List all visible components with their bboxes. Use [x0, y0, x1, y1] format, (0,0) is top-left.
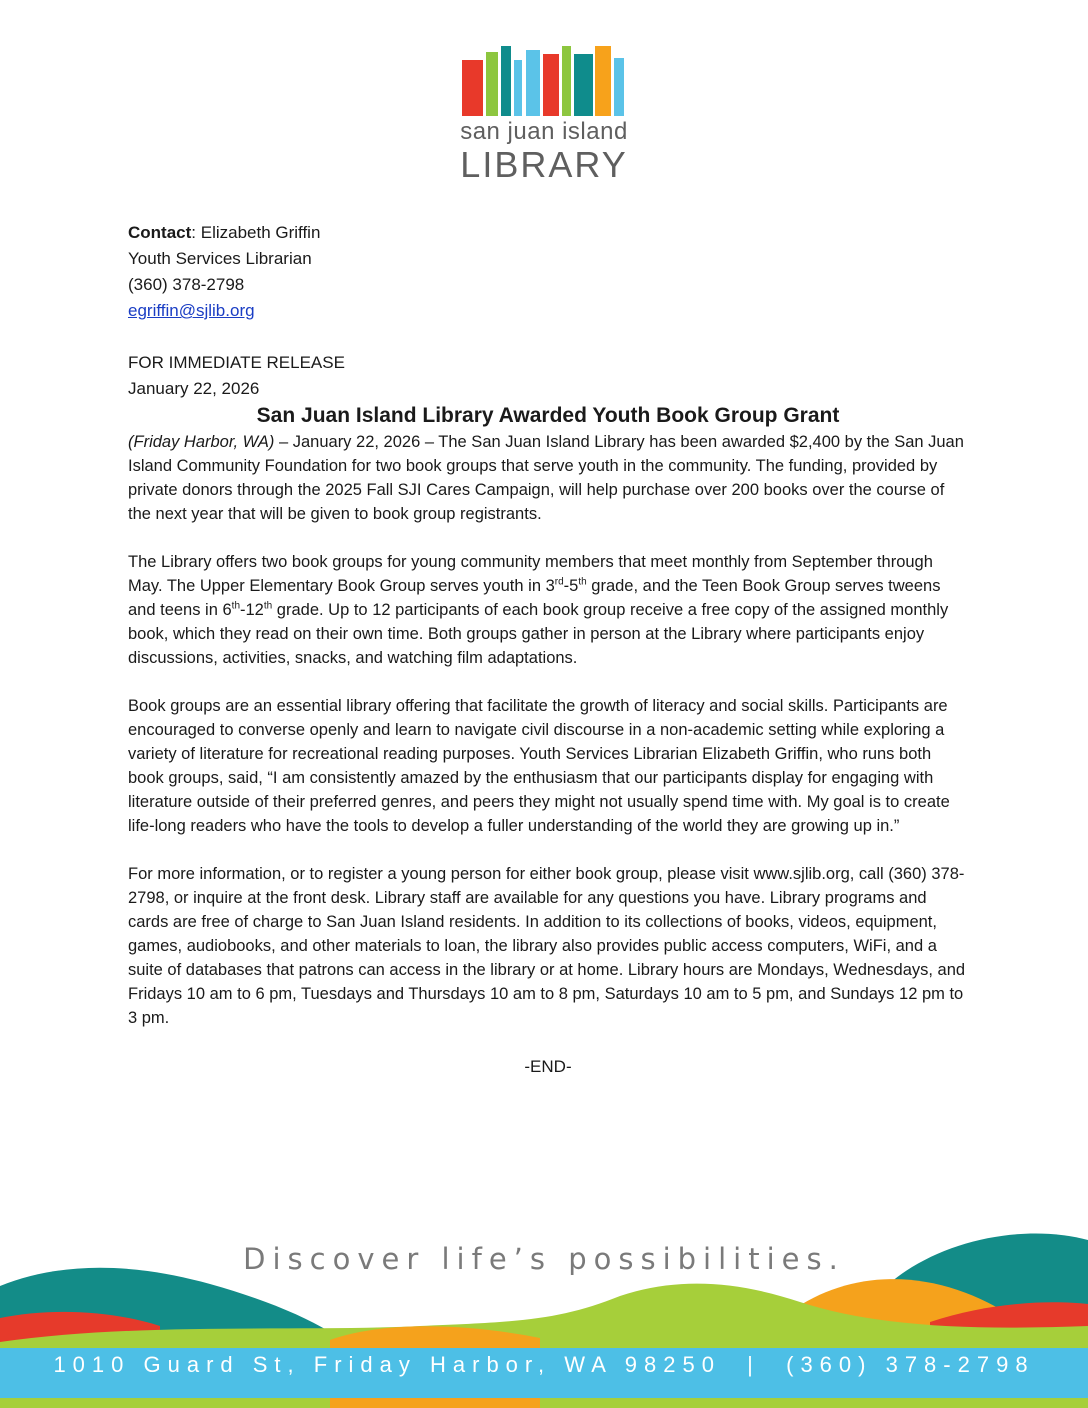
- release-date: January 22, 2026: [128, 379, 260, 398]
- paragraph-1: [128, 430, 968, 526]
- end-marker: -END-: [524, 1057, 572, 1076]
- superscript: rd: [554, 576, 564, 588]
- spine-6: [543, 54, 559, 116]
- paragraph-2: [128, 550, 968, 670]
- contact-title: Youth Services Librarian: [128, 249, 312, 268]
- logo-text-top: san juan island: [460, 118, 628, 145]
- spine-8: [574, 54, 593, 116]
- superscript: th: [231, 600, 241, 612]
- paragraph-4: For more information, or to register a young person for either book group, please visit www.sjlib.org, call (360) 378-2798, or inquire at the front desk. Library staff are available for any questions you have. Library programs and cards are free of charge to San Juan Island residents. In addition to its collections of books, videos, equipment, games, audiobooks, and other materials to loan, the library also provides public access computers, WiFi, and a suite of databases that patrons can access in the library or at home. Library hours are Mondays, Wednesdays, and Fridays 10 am to 6 pm, Tuesdays and Thursdays 10 am to 8 pm, Saturdays 10 am to 5 pm, and Sundays 12 pm to 3 pm.: [128, 865, 966, 1027]
- spine-2: [486, 52, 498, 116]
- spine-1: [462, 60, 483, 116]
- spine-10: [614, 58, 624, 116]
- library-logo: [0, 46, 1088, 184]
- contact-name: : Elizabeth Griffin: [191, 223, 321, 242]
- contact-block: [128, 220, 968, 324]
- contact-phone: (360) 378-2798: [128, 275, 245, 294]
- dateline: (Friday Harbor, WA): [128, 433, 275, 451]
- book-spines-icon: [459, 46, 629, 116]
- tagline: Discover life’s possibilities.: [243, 1242, 845, 1276]
- logo-text-bottom: LIBRARY: [460, 144, 628, 185]
- release-block: [128, 350, 968, 402]
- paragraph-2-text-e: grade. Up to 12 participants of each book group receive a free copy of the assigned monthly book, which they read on their own time. Both groups gather in person at the Library where participants enjoy discussions, activities, snacks, and watching film adaptations.: [128, 601, 949, 667]
- contact-line: [128, 220, 968, 246]
- spine-9: [595, 46, 611, 116]
- paragraph-3: Book groups are an essential library offering that facilitate the growth of literacy and social skills. Participants are encouraged to converse openly and learn to navigate civil discourse in a non-academic setting while exploring a variety of literature for recreational reading purposes. Youth Services Librarian Elizabeth Griffin, who runs both book groups, said, “I am consistently amazed by the enthusiasm that our participants display for engaging with literature outside of their preferred genres, and peers they might not usually spend time with. My goal is to create life-long readers who have the tools to develop a fuller understanding of the world they are growing up in.”: [128, 697, 950, 835]
- paragraph-2-text-b: -5: [563, 577, 579, 595]
- contact-email-link[interactable]: egriffin@sjlib.org: [128, 301, 255, 320]
- paragraph-2-text-d: -12: [240, 601, 264, 619]
- spine-3: [501, 46, 511, 116]
- release-label: FOR IMMEDIATE RELEASE: [128, 353, 345, 372]
- paragraph-2-text-a: The Library offers two book groups for young community members that meet monthly from September through May. The Upper Elementary Book Group serves youth in 3: [128, 553, 933, 595]
- superscript: th: [263, 600, 273, 612]
- paragraph-2-text-c: grade, and the Teen Book Group serves tweens and teens in 6: [128, 577, 941, 619]
- paragraph-1-text: – January 22, 2026 – The San Juan Island Library has been awarded $2,400 by the San Juan Island Community Foundation for two book groups that serve youth in the community. The funding, provided by private donors through the 2025 Fall SJI Cares Campaign, will help purchase over 200 books over the course of the next year that will be given to book group registrants.: [128, 433, 964, 523]
- footer-address: 1010 Guard St, Friday Harbor, WA 98250 | (360) 378-2798: [53, 1352, 1035, 1377]
- contact-label: Contact: [128, 223, 192, 242]
- superscript: th: [578, 576, 587, 588]
- spine-7: [562, 46, 571, 116]
- spine-4: [514, 60, 522, 116]
- press-release: [128, 220, 968, 1080]
- headline: San Juan Island Library Awarded Youth Book Group Grant: [256, 404, 840, 427]
- spine-5: [526, 50, 540, 116]
